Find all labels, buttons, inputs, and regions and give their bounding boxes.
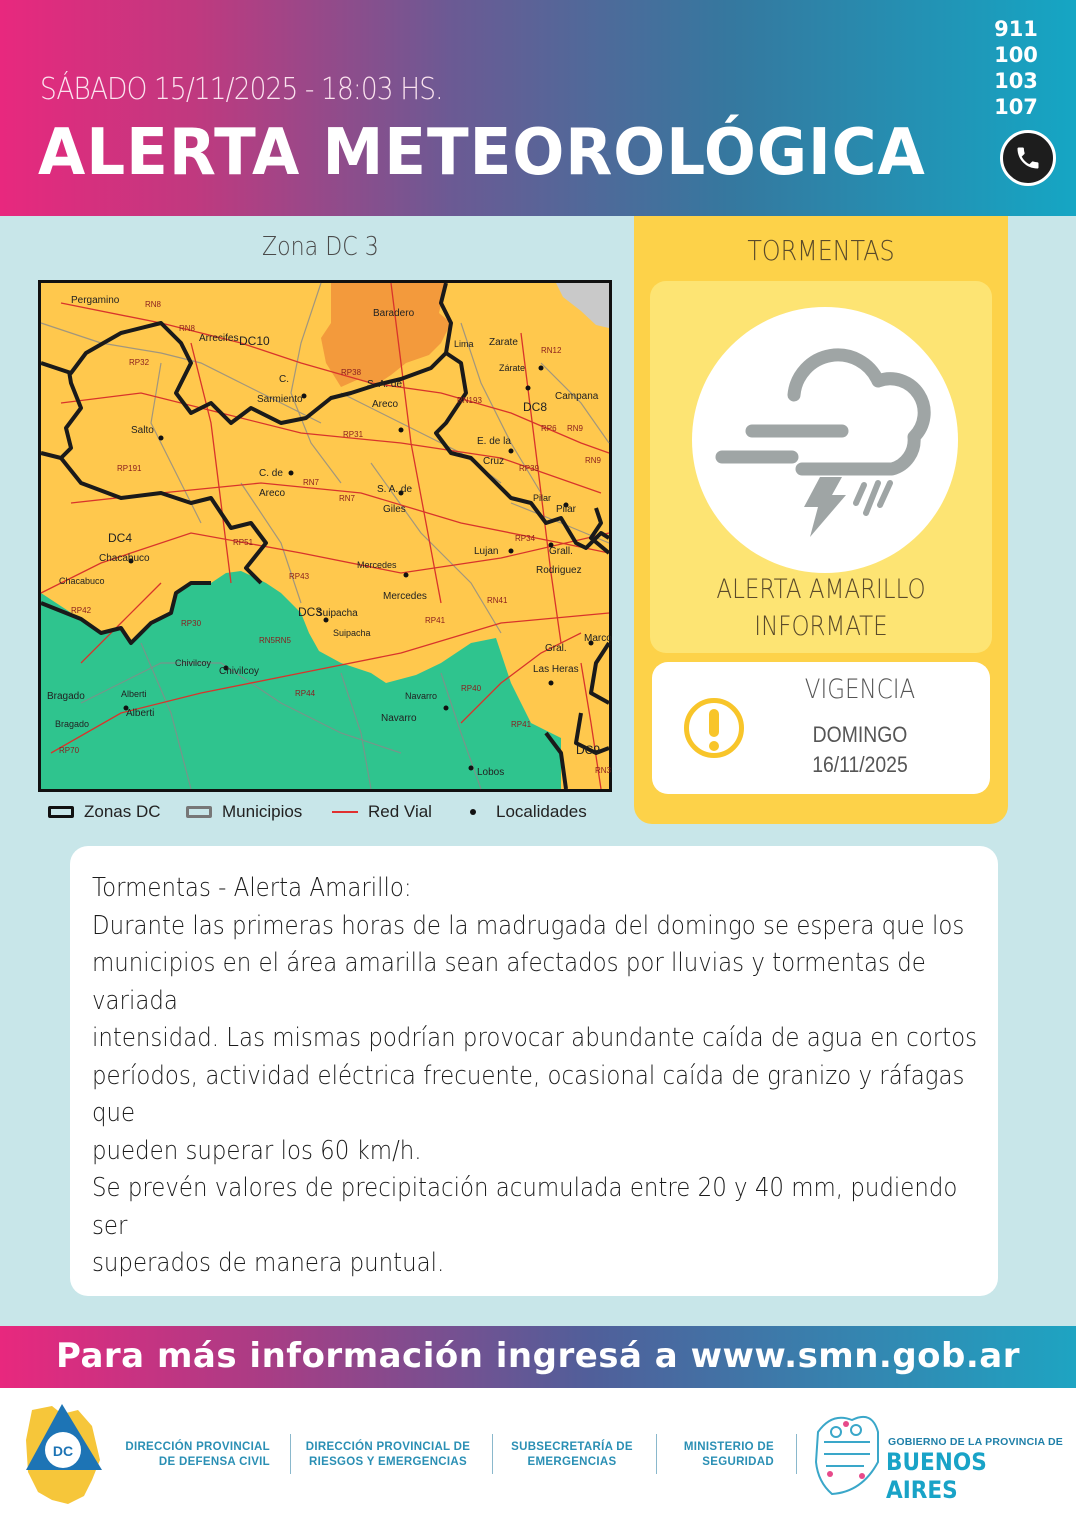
org-riesgos: DIRECCIÓN PROVINCIAL DE RIESGOS Y EMERGENCIAS (305, 1441, 471, 1468)
map-road-label: RN9 (567, 424, 584, 433)
legend-red-vial-swatch (332, 811, 358, 813)
map-road-label: RP41 (511, 720, 532, 729)
map-place-label: Navarro (405, 691, 438, 701)
map-road-label: RP34 (515, 534, 536, 543)
validity-card (652, 662, 990, 794)
validity-title: VIGENCIA (804, 674, 916, 705)
footer-divider (796, 1434, 797, 1474)
map-zone-label: DC9 (576, 743, 601, 757)
phenomenon-title: TORMENTAS (747, 234, 895, 267)
map-place-label: Zárate (499, 363, 526, 373)
footer-divider (492, 1434, 493, 1474)
emergency-number: 107 (994, 95, 1038, 119)
emergency-numbers (986, 16, 1046, 120)
map-road-label: RP43 (289, 572, 310, 581)
map-place-label: S. A. de (367, 379, 403, 390)
map-place-label: Chacabuco (59, 576, 105, 586)
map-place-label: Giles (383, 504, 406, 515)
header-banner (0, 0, 1076, 216)
map-place-label: Marco (584, 633, 612, 644)
map-place-label: Suipacha (333, 628, 371, 638)
map-place-label: C. (279, 374, 289, 385)
map-road-label: RN8 (179, 324, 196, 333)
validity-day: DOMINGO (812, 722, 908, 747)
map-place-label: Grall. (549, 546, 573, 557)
map-place-label: Pilar (533, 493, 552, 503)
alert-level-line: ALERTA AMARILLO (716, 574, 926, 605)
info-bar (0, 1326, 1076, 1388)
map-place-label: Cruz (483, 456, 505, 467)
map-place-label: Suipacha (316, 608, 358, 619)
legend-zonas-swatch (48, 806, 74, 818)
map-place-label: Lobos (477, 767, 505, 778)
map-road-label: RN8 (145, 300, 162, 309)
legend-label: Red Vial (368, 802, 432, 821)
legend-label: Localidades (496, 802, 587, 821)
alert-level-card (650, 281, 992, 653)
map-road-label: RN7 (339, 494, 356, 503)
map-place-label: Chacabuco (99, 553, 150, 564)
map-place-label: Chivilcoy (219, 666, 260, 677)
defensa-civil-logo (22, 1400, 106, 1510)
map-place-label: Alberti (121, 689, 147, 699)
page-title: ALERTA METEOROLÓGICA (38, 116, 926, 190)
map-place-label: Areco (259, 488, 286, 499)
legend-item (460, 802, 587, 822)
emergency-number: 103 (994, 69, 1038, 93)
map-road-label: RN7 (303, 478, 320, 487)
map-road-label: RP31 (343, 430, 364, 439)
phone-icon (1000, 130, 1056, 186)
svg-text:DC: DC (52, 1443, 74, 1459)
map-place-label: Chivilcoy (175, 658, 212, 668)
map-place-label: Arrecifes (199, 333, 239, 344)
org-subsecretaria: SUBSECRETARÍA DE EMERGENCIAS (511, 1441, 633, 1468)
legend-label: Zonas DC (84, 802, 161, 821)
footer-divider (656, 1434, 657, 1474)
map-svg (41, 283, 612, 789)
map-place-label: Lima (454, 339, 474, 349)
zone-label: Zona DC 3 (262, 232, 379, 262)
alert-level-line: INFORMATE (754, 611, 888, 642)
map-road-label: RN5RN5 (259, 636, 292, 645)
info-link-text[interactable]: Para más información ingresá a www.smn.gob.ar (55, 1336, 1021, 1376)
map-road-label: RN9 (585, 456, 602, 465)
legend-localidades-swatch (470, 809, 476, 815)
map-place-label: Pergamino (71, 295, 120, 306)
map-road-label: RN3 (595, 766, 612, 775)
map-road-label: RP42 (71, 606, 92, 615)
alert-panel (634, 216, 1008, 824)
map-road-label: RP51 (233, 538, 254, 547)
description-text: Tormentas - Alerta Amarillo: Durante las primeras horas de la madrugada del domingo se espera que los municipios en el área amarilla sean afectados por lluvias y tormentas de variada intensidad. Las mismas podrían provocar abundante caída de agua en cortos períodos, actividad eléctrica frecuente, ocasional caída de granizo y ráfagas que pueden superar los 60 km/h. Se prevén valores de precipitación acumulada entre 20 y 40 mm, pudiendo ser superados de manera puntual. (92, 873, 978, 1278)
alert-map (38, 280, 612, 792)
validity-date (772, 720, 948, 780)
emergency-number: 911 (994, 17, 1038, 41)
map-place-label: Campana (555, 391, 599, 402)
map-road-label: RP39 (519, 464, 540, 473)
org-ministerio: MINISTERIO DE SEGURIDAD (683, 1441, 774, 1468)
legend-label: Municipios (222, 802, 303, 821)
map-place-label: Rodriguez (536, 565, 582, 576)
gba-emblem-icon (812, 1402, 882, 1502)
map-place-label: Alberti (126, 708, 155, 719)
map-place-label: Lujan (474, 546, 499, 557)
map-place-label: Sarmiento (257, 394, 303, 405)
map-place-label: Baradero (373, 308, 415, 319)
map-place-label: Navarro (381, 713, 417, 724)
gba-title: BUENOS AIRES (886, 1448, 987, 1504)
map-road-label: RP44 (295, 689, 316, 698)
map-legend (46, 802, 616, 824)
validity-date-value: 16/11/2025 (812, 752, 908, 777)
map-road-label: RN41 (487, 596, 508, 605)
map-road-label: RP32 (129, 358, 150, 367)
issue-date: SÁBADO 15/11/2025 - 18:03 HS. (40, 72, 443, 107)
map-zone-label: DC10 (239, 334, 270, 348)
map-place-label: Areco (372, 399, 399, 410)
footer-divider (290, 1434, 291, 1474)
map-place-label: C. de (259, 468, 283, 479)
map-zone-label: DC3 (298, 605, 323, 619)
map-place-label: Mercedes (357, 560, 397, 570)
map-place-label: E. de la (477, 436, 511, 447)
map-place-label: Pilar (556, 504, 577, 515)
map-road-label: RP41 (425, 616, 446, 625)
map-place-label: Las Heras (533, 664, 579, 675)
map-road-label: RP30 (181, 619, 202, 628)
map-road-label: RN12 (541, 346, 562, 355)
description-card (70, 846, 998, 1296)
map-road-label: RP40 (461, 684, 482, 693)
map-road-label: RP191 (117, 464, 142, 473)
legend-municipios-swatch (186, 806, 212, 818)
storm-cloud-icon (692, 307, 958, 573)
exclamation-icon (684, 698, 744, 758)
map-road-label: RN193 (457, 396, 482, 405)
map-place-label: Salto (131, 425, 154, 436)
map-place-label: Zarate (489, 337, 518, 348)
emergency-number: 100 (994, 43, 1038, 67)
map-road-label: RP6 (541, 424, 557, 433)
map-zone-label: DC4 (108, 531, 133, 545)
footer (0, 1388, 1076, 1522)
alert-level-text (676, 571, 967, 645)
map-place-label: Mercedes (383, 591, 427, 602)
map-place-label: Bragado (47, 691, 85, 702)
map-place-label: S. A. de (377, 484, 413, 495)
gba-small-text: GOBIERNO DE LA PROVINCIA DE (888, 1436, 1063, 1448)
map-road-label: RP70 (59, 746, 80, 755)
map-zone-label: DC8 (523, 400, 548, 414)
legend-item (48, 802, 161, 822)
map-place-label: Bragado (55, 719, 90, 729)
map-road-label: RP38 (341, 368, 362, 377)
org-defensa-civil: DIRECCIÓN PROVINCIAL DE DEFENSA CIVIL (125, 1441, 270, 1468)
legend-item (186, 802, 302, 822)
map-place-label: Gral. (545, 643, 567, 654)
legend-item (332, 802, 432, 822)
